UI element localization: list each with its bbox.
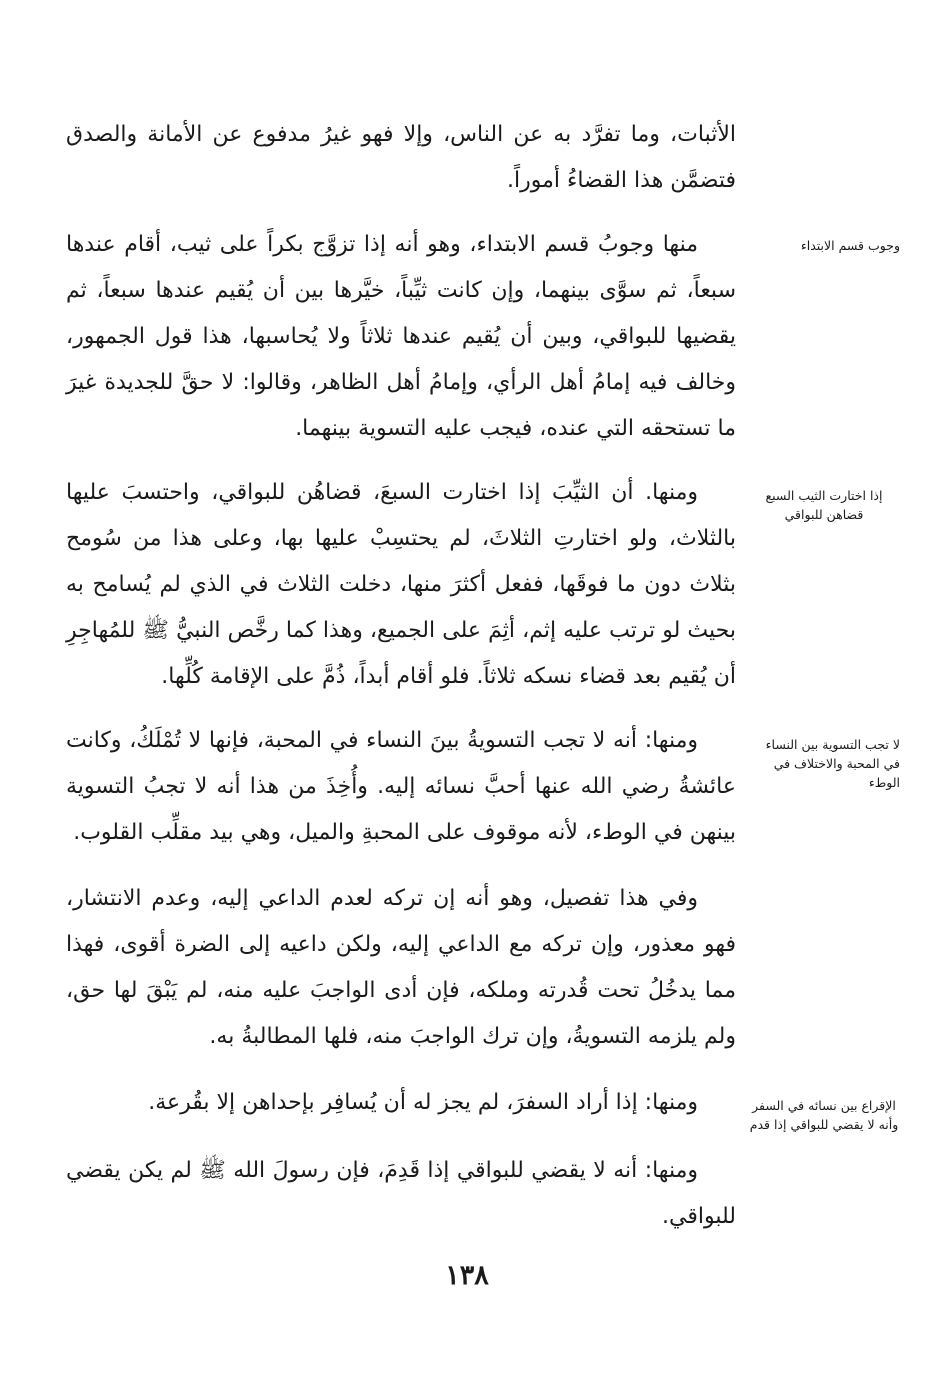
paragraph-6: ومنها: إذا أراد السفرَ، لم يجز له أن يُسافِر بإحداهن إلا بقُرعة. [148,1090,698,1115]
page-number: ١٣٨ [445,1260,489,1291]
margin-note-4: الإقراع بين نسائه في السفر وأنه لا يقضي للبواقي إذا قدم [749,1098,899,1132]
paragraph-1: الأثبات، وما تفرَّد به عن الناس، وإلا فهو غيرُ مدفوع عن الأمانة والصدق فتضمَّن هذا القضاءُ أموراً. [66,122,736,193]
margin-note-3: لا تجب التسوية بين النساء في المحبة والاختلاف في الوطء [765,737,900,790]
paragraph-5: وفي هذا تفصيل، وهو أنه إن تركه لعدم الداعي إليه، وعدم الانتشار، فهو معذور، وإن تركه مع الداعي إليه، ولكن داعيه إلى الضرة أقوى، فهذا مما يدخُلُ تحت قُدرته وملكه، فإن أدى الواجبَ عليه منه، لم يَبْقَ لها حق، ولم يلزمه التسويةُ، وإن ترك الواجبَ منه، فلها المطالبةُ به. [66,886,736,1049]
paragraph-3: ومنها. أن الثيِّبَ إذا اختارت السبعَ، قضاهُن للبواقي، واحتسبَ عليها بالثلاث، ولو اختارتِ الثلاثَ، لم يحتسِبْ عليها بها، وعلى هذا من سُومح بثلاث دون ما فوقَها، ففعل أكثرَ منها، دخلت الثلاث في الذي لم يُسامح به بحيث لو ترتب عليه إثم، أثِمَ على الجميع، وهذا كما رخَّص النبيُّ ﷺ للمُهاجِرِ أن يُقيم بعد قضاء نسكه ثلاثاً. فلو أقام أبداً، ذُمَّ على الإقامة كُلِّها. [66,480,736,689]
margin-note-1: وجوب قسم الابتداء [800,238,900,253]
paragraph-2: منها وجوبُ قسم الابتداء، وهو أنه إذا تزوَّج بكراً على ثيب، أقام عندها سبعاً، ثم سوَّى بينهما، وإن كانت ثيِّباً، خيَّرها بين أن يُقيم عندها سبعاً، ثم يقضيها للبواقي، وبين أن يُقيم عندها ثلاثاً ولا يُحاسبها، هذا قول الجمهور، وخالف فيه إمامُ أهل الرأي، وإمامُ أهل الظاهر، وقالوا: لا حقَّ للجديدة غيرَ ما تستحقه التي عنده، فيجب عليه التسوية بينهما. [66,232,736,441]
paragraph-7: ومنها: أنه لا يقضي للبواقي إذا قَدِمَ، فإن رسولَ الله ﷺ لم يكن يقضي للبواقي. [66,1158,736,1229]
paragraph-4: ومنها: أنه لا تجب التسويةُ بينَ النساء في المحبة، فإنها لا تُمْلَكُ، وكانت عائشةُ رضي الله عنها أحبَّ نسائه إليه. وأُخِذَ من هذا أنه لا تجبُ التسوية بينهن في الوطء، لأنه موقوف على المحبةِ والميل، وهي بيد مقلِّب القلوب. [66,728,736,845]
margin-note-2: إذا اختارت الثيب السبع قضاهن للبواقي [765,488,883,522]
